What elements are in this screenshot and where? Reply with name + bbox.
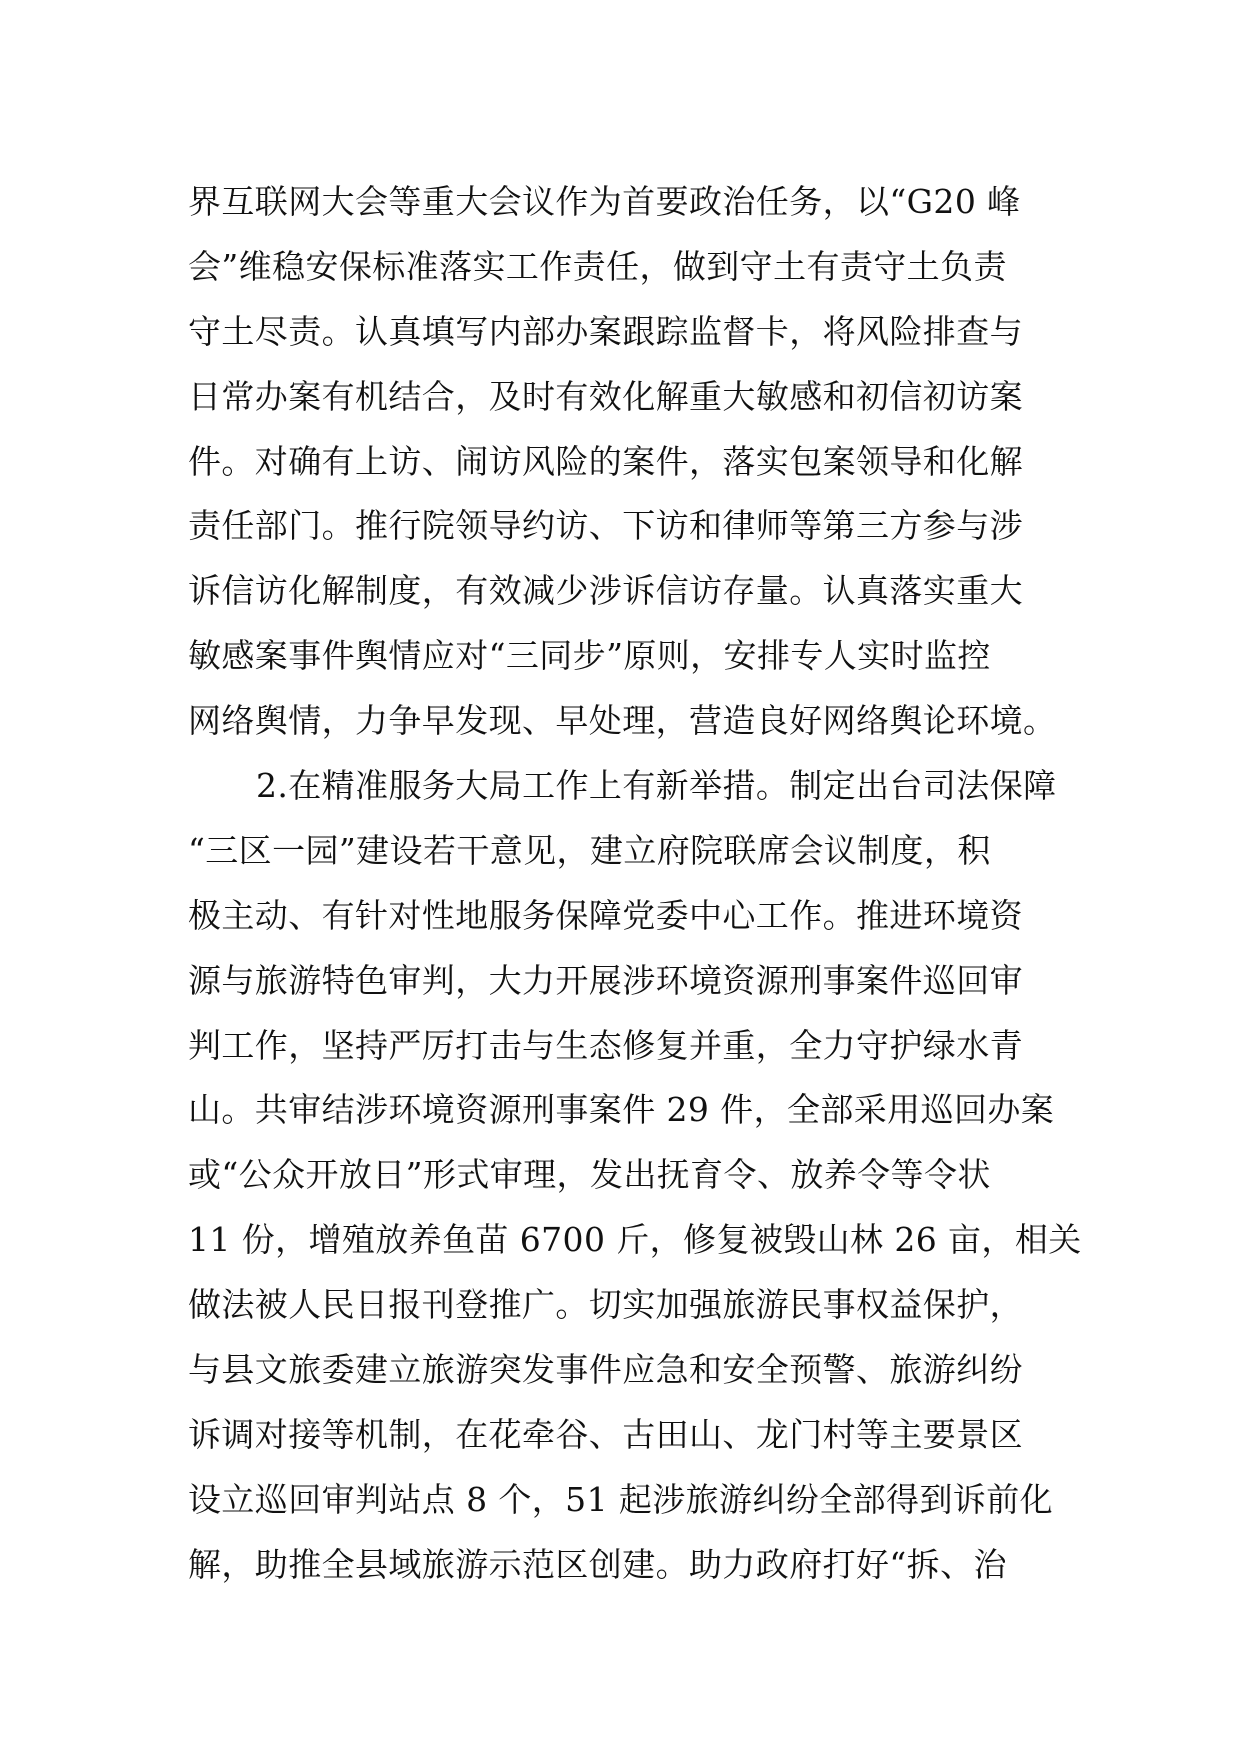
text-line: 与县文旅委建立旅游突发事件应急和安全预警、旅游纠纷 (188, 1350, 1023, 1390)
text-line: “三区一园”建设若干意见，建立府院联席会议制度，积 (188, 830, 991, 870)
text-line: 会”维稳安保标准落实工作责任，做到守土有责守土负责 (188, 246, 1007, 286)
text-line: 敏感案事件舆情应对“三同步”原则，安排专人实时监控 (188, 636, 991, 676)
text-line: 守土尽责。认真填写内部办案跟踪监督卡，将风险排查与 (188, 311, 1023, 351)
text-line: 源与旅游特色审判，大力开展涉环境资源刑事案件巡回审 (188, 960, 1023, 1000)
text-line: 设立巡回审判站点 8 个，51 起涉旅游纠纷全部得到诉前化 (188, 1479, 1054, 1519)
paragraph-heading-line: 2.在精准服务大局工作上有新举措。制定出台司法保障 (256, 766, 1057, 806)
document-body (188, 170, 1082, 1598)
text-line: 解，助推全县域旅游示范区创建。助力政府打好“拆、治 (188, 1544, 1007, 1584)
text-line: 判工作，坚持严厉打击与生态修复并重，全力守护绿水青 (188, 1025, 1023, 1065)
text-line: 责任部门。推行院领导约访、下访和律师等第三方参与涉 (188, 506, 1023, 546)
text-line: 诉信访化解制度，有效减少涉诉信访存量。认真落实重大 (188, 571, 1023, 611)
text-line: 或“公众开放日”形式审理，发出抚育令、放养令等令状 (188, 1155, 991, 1195)
text-line: 日常办案有机结合，及时有效化解重大敏感和初信初访案 (188, 376, 1023, 416)
text-line: 11 份，增殖放养鱼苗 6700 斤，修复被毁山林 26 亩，相关 (188, 1220, 1082, 1260)
text-line: 界互联网大会等重大会议作为首要政治任务，以“G20 峰 (188, 182, 1021, 221)
text-line: 极主动、有针对性地服务保障党委中心工作。推进环境资 (188, 895, 1023, 935)
text-line: 山。共审结涉环境资源刑事案件 29 件，全部采用巡回办案 (188, 1090, 1055, 1130)
text-line: 网络舆情，力争早发现、早处理，营造良好网络舆论环境。 (188, 701, 1057, 741)
text-line: 件。对确有上访、闹访风险的案件，落实包案领导和化解 (188, 441, 1023, 481)
text-line: 诉调对接等机制，在花牵谷、古田山、龙门村等主要景区 (188, 1414, 1023, 1454)
text-line: 做法被人民日报刊登推广。切实加强旅游民事权益保护， (188, 1285, 1023, 1325)
